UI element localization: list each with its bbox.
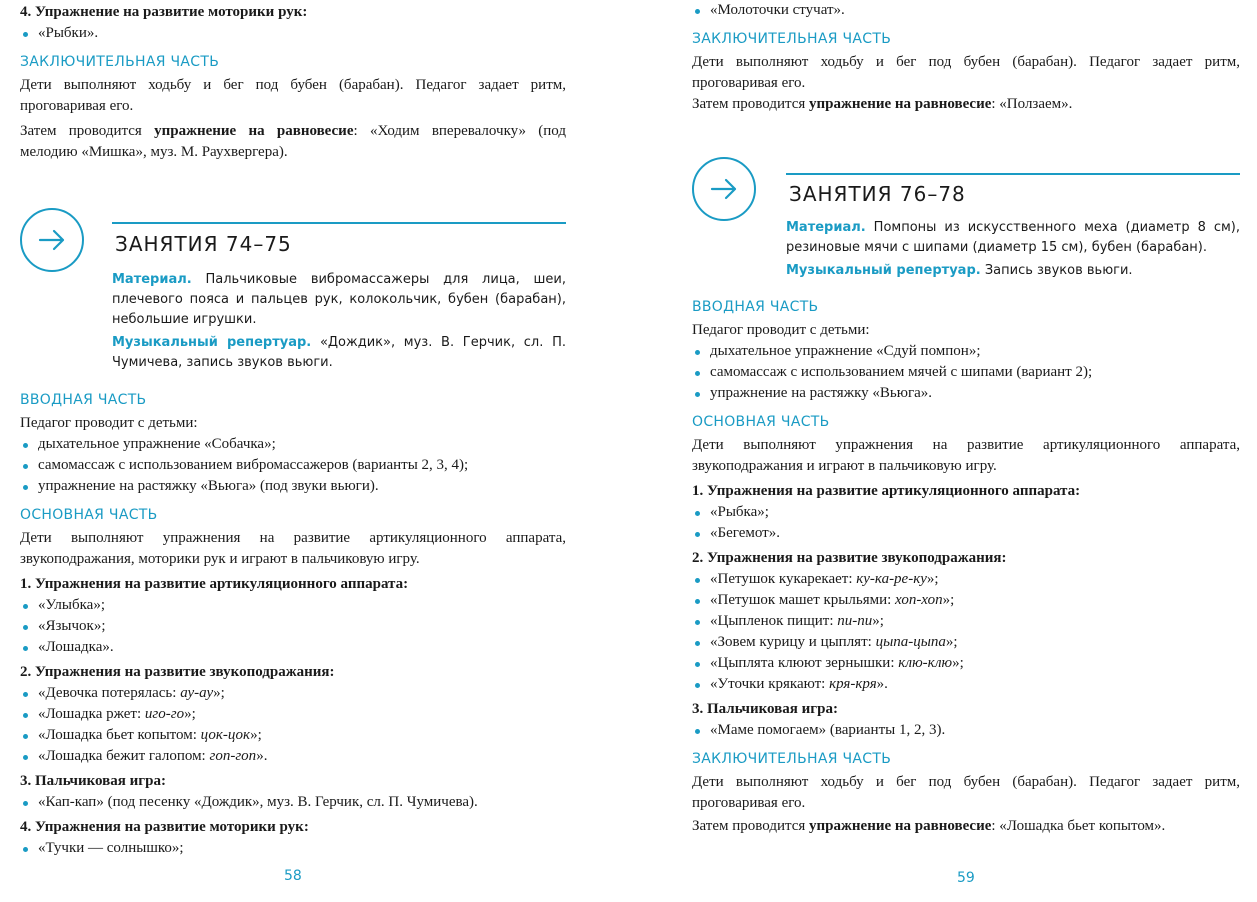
exercise-list <box>692 502 1240 544</box>
list-item: «Язычок»; <box>20 616 566 637</box>
section-heading-main: ОСНОВНАЯ ЧАСТЬ <box>20 507 158 523</box>
divider <box>786 173 1240 175</box>
exercise-list <box>692 569 1240 695</box>
list-item: «Зовем курицу и цыплят: цыпа-цыпа»; <box>692 632 1240 653</box>
music-info: Музыкальный репертуар. Запись звуков вьюги. <box>786 263 1133 278</box>
page-number: 58 <box>284 868 302 884</box>
arrow-circle <box>692 157 756 221</box>
list-item: «Кап-кап» (под песенку «Дождик», муз. В. Герчик, сл. П. Чумичева). <box>20 792 566 813</box>
intro-list <box>692 341 1240 404</box>
list-item: «Лошадка ржет: иго-го»; <box>20 704 566 725</box>
paragraph: Педагог проводит с детьми: <box>20 415 198 431</box>
list-item: «Цыплята клюют зернышки: клю-клю»; <box>692 653 1240 674</box>
exercise-title: 3. Пальчиковая игра: <box>20 773 166 789</box>
exercise-list <box>692 0 1240 21</box>
arrow-circle <box>20 208 84 272</box>
exercise-list <box>20 792 566 813</box>
arrow-right-icon <box>37 225 67 255</box>
exercise-list <box>692 720 1240 741</box>
list-item: упражнение на растяжку «Вьюга» (под звуки вьюги). <box>20 476 566 497</box>
exercise-list <box>20 683 566 767</box>
paragraph: Дети выполняют ходьбу и бег под бубен (барабан). Педагог задает ритм, проговаривая его. <box>20 77 566 114</box>
list-item: «Рыбки». <box>20 23 566 44</box>
section-heading-final: ЗАКЛЮЧИТЕЛЬНАЯ ЧАСТЬ <box>692 751 892 767</box>
list-item: дыхательное упражнение «Собачка»; <box>20 434 566 455</box>
list-item: «Лошадка». <box>20 637 566 658</box>
exercise-title: 4. Упражнения на развитие моторики рук: <box>20 819 309 835</box>
paragraph: Дети выполняют упражнения на развитие артикуляционного аппарата, звукоподражания, моторики рук и играют в пальчиковую игру. <box>20 530 566 567</box>
list-item: «Молоточки стучат». <box>692 0 1240 21</box>
section-heading-intro: ВВОДНАЯ ЧАСТЬ <box>20 392 147 408</box>
section-heading-main: ОСНОВНАЯ ЧАСТЬ <box>692 414 830 430</box>
list-item: дыхательное упражнение «Сдуй помпон»; <box>692 341 1240 362</box>
paragraph: Дети выполняют упражнения на развитие артикуляционного аппарата, звукоподражания и играют в пальчиковую игру. <box>692 437 1240 474</box>
list-item: «Девочка потерялась: ау-ау»; <box>20 683 566 704</box>
paragraph: Затем проводится упражнение на равновесие: «Ходим вперевалочку» (под мелодию «Мишка», муз. М. Раухвергера). <box>20 123 567 160</box>
left-page <box>20 0 566 902</box>
list-item: упражнение на растяжку «Вьюга». <box>692 383 1240 404</box>
music-info: Музыкальный репертуар. «Дождик», муз. В. Герчик, сл. П. Чумичева, запись звуков вьюги. <box>112 335 566 370</box>
exercise-title: 2. Упражнения на развитие звукоподражания: <box>692 550 1007 566</box>
list-item: самомассаж с использованием вибромассажеров (варианты 2, 3, 4); <box>20 455 566 476</box>
list-item: «Тучки — солнышко»; <box>20 838 566 859</box>
material-info: Материал. Помпоны из искусственного меха (диаметр 8 см), резиновые мячи с шипами (диаметр 15 см), бубен (барабан). <box>786 220 1240 255</box>
list-item: «Бегемот». <box>692 523 1240 544</box>
lesson-title: ЗАНЯТИЯ 74–75 <box>115 232 292 256</box>
paragraph: Затем проводится упражнение на равновесие: «Лошадка бьет копытом». <box>692 818 1166 834</box>
list-item: «Лошадка бьет копытом: цок-цок»; <box>20 725 566 746</box>
exercise-list <box>20 838 566 859</box>
exercise-title: 1. Упражнения на развитие артикуляционного аппарата: <box>20 576 409 592</box>
lesson-block <box>20 222 566 376</box>
exercise-title: 4. Упражнение на развитие моторики рук: <box>20 4 308 20</box>
arrow-right-icon <box>709 174 739 204</box>
paragraph: Педагог проводит с детьми: <box>692 322 870 338</box>
section-heading-final: ЗАКЛЮЧИТЕЛЬНАЯ ЧАСТЬ <box>692 31 892 47</box>
paragraph: Затем проводится упражнение на равновесие: «Ползаем». <box>692 96 1073 112</box>
lesson-title: ЗАНЯТИЯ 76–78 <box>789 182 966 206</box>
list-item: «Цыпленок пищит: пи-пи»; <box>692 611 1240 632</box>
exercise-title: 1. Упражнения на развитие артикуляционного аппарата: <box>692 483 1081 499</box>
lesson-block-body <box>112 222 566 376</box>
list-item: самомассаж с использованием мячей с шипами (вариант 2); <box>692 362 1240 383</box>
exercise-title: 3. Пальчиковая игра: <box>692 701 838 717</box>
list-item: «Рыбка»; <box>692 502 1240 523</box>
paragraph: Дети выполняют ходьбу и бег под бубен (барабан). Педагог задает ритм, проговаривая его. <box>692 774 1240 811</box>
intro-list <box>20 434 566 497</box>
paragraph: Дети выполняют ходьбу и бег под бубен (барабан). Педагог задает ритм, проговаривая его. <box>692 54 1240 91</box>
exercise-list <box>20 595 566 658</box>
lesson-block-body <box>786 173 1240 284</box>
divider <box>112 222 566 224</box>
exercise-title: 2. Упражнения на развитие звукоподражания: <box>20 664 335 680</box>
section-heading-intro: ВВОДНАЯ ЧАСТЬ <box>692 299 819 315</box>
list-item: «Уточки крякают: кря-кря». <box>692 674 1240 695</box>
exercise-list <box>20 23 566 44</box>
right-page <box>692 0 1240 902</box>
list-item: «Маме помогаем» (варианты 1, 2, 3). <box>692 720 1240 741</box>
list-item: «Улыбка»; <box>20 595 566 616</box>
page-number: 59 <box>957 870 975 886</box>
list-item: «Петушок машет крыльями: хоп-хоп»; <box>692 590 1240 611</box>
list-item: «Петушок кукарекает: ку-ка-ре-ку»; <box>692 569 1240 590</box>
section-heading-final: ЗАКЛЮЧИТЕЛЬНАЯ ЧАСТЬ <box>20 54 220 70</box>
list-item: «Лошадка бежит галопом: гоп-гоп». <box>20 746 566 767</box>
material-info: Материал. Пальчиковые вибромассажеры для лица, шеи, плечевого пояса и пальцев рук, колокольчик, бубен (барабан), небольшие игрушки. <box>112 272 566 327</box>
lesson-block <box>692 173 1240 284</box>
